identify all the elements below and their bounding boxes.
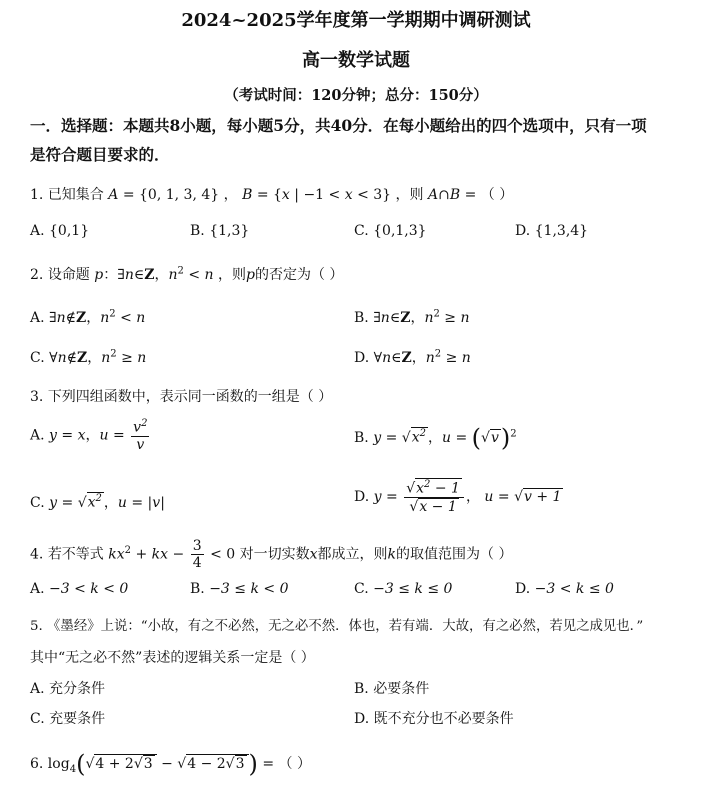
exam-info: （考试时间：120分钟；总分：150分） <box>224 87 488 104</box>
q1-number: 1. <box>30 187 44 203</box>
q3-option-c: C. $y = √x^2$ ，u = |v| <box>30 493 165 511</box>
q1-stem-b: ，则 <box>395 187 424 203</box>
q2-option-a: A. ∃n∉Z，$n^2 < n$ <box>30 308 146 326</box>
q4-option-d: D. −3 < k ≤ 0 <box>515 581 614 597</box>
question-3: 3. 下列四组函数中，表示同一函数的一组是（ ） <box>30 389 333 405</box>
q1-option-a: A. {0,1} <box>30 223 90 239</box>
q4-option-b: B. −3 ≤ k < 0 <box>190 581 289 597</box>
question-5-line2: 其中“无之必不然”表述的逻辑关系一定是（ ） <box>30 650 315 666</box>
q5-option-c: C. 充要条件 <box>30 711 106 727</box>
q1-stem-sep: ， <box>223 187 238 203</box>
q1-option-d: D. {1,3,4} <box>515 223 589 239</box>
q1-option-b: B. {1,3} <box>190 223 250 239</box>
q5-option-b: B. 必要条件 <box>354 681 430 697</box>
q1-option-c: C. {0,1,3} <box>354 223 427 239</box>
q1-stem-a: 已知集合 <box>47 187 104 203</box>
q3-option-d: D. y = $\frac{√x^2 - 1}{√x - 1}$ ， u = √v + 1 <box>354 479 562 516</box>
exam-subtitle: 高一数学试题 <box>302 50 410 71</box>
exam-title: 2024~2025学年度第一学期期中调研测试 <box>181 10 531 31</box>
q4-option-a: A. −3 < k < 0 <box>30 581 129 597</box>
q5-option-a: A. 充分条件 <box>30 681 106 697</box>
q3-option-a: A. y = x，u = $\frac{v^2}{v}$ <box>30 418 148 453</box>
q1-set-a: A <box>108 187 119 203</box>
q5-option-d: D. 既不充分也不必要条件 <box>354 711 514 727</box>
question-1: 1. 已知集合 A = {0, 1, 3, 4} ， B = {x | −1 < x < 3} ，则 A∩B = （ ） <box>30 187 514 203</box>
question-5-line1: 5. 《墨经》上说：“小故，有之不必然，无之必不然．体也，若有端．大故，有之必然，若见之成见也．” <box>30 619 644 634</box>
question-4: 4. 若不等式 $kx^2$ + kx − $\frac{3}{4}$ < 0 对一切实数x都成立，则k的取值范围为（ ） <box>30 538 513 572</box>
section-heading-line1: 一．选择题：本题共8小题，每小题5分，共40分．在每小题给出的四个选项中，只有一项 <box>30 116 647 135</box>
question-6: 6. $\log_4(√4 + 2√3 - √4 - 2√3$ ) = （ ） <box>30 750 311 778</box>
q2-option-c: C. ∀n∉Z，$n^2 \ge n$ <box>30 348 147 366</box>
q1-paren: （ ） <box>480 187 514 203</box>
q2-option-b: B. ∃n∈Z，$n^2 \ge n$ <box>354 308 470 326</box>
q1-set-b: B <box>242 187 253 203</box>
q3-option-b: B. $y = √x^2$ ，$u = (√v)^2$ <box>354 424 517 452</box>
question-2: 2. 设命题 p：∃n∈Z，$n^2 < n$ ，则p的否定为（ ） <box>30 265 344 283</box>
q4-option-c: C. −3 ≤ k ≤ 0 <box>354 581 453 597</box>
section-heading-line2: 是符合题目要求的． <box>30 145 170 164</box>
q2-option-d: D. ∀n∈Z，$n^2 \ge n$ <box>354 348 471 366</box>
